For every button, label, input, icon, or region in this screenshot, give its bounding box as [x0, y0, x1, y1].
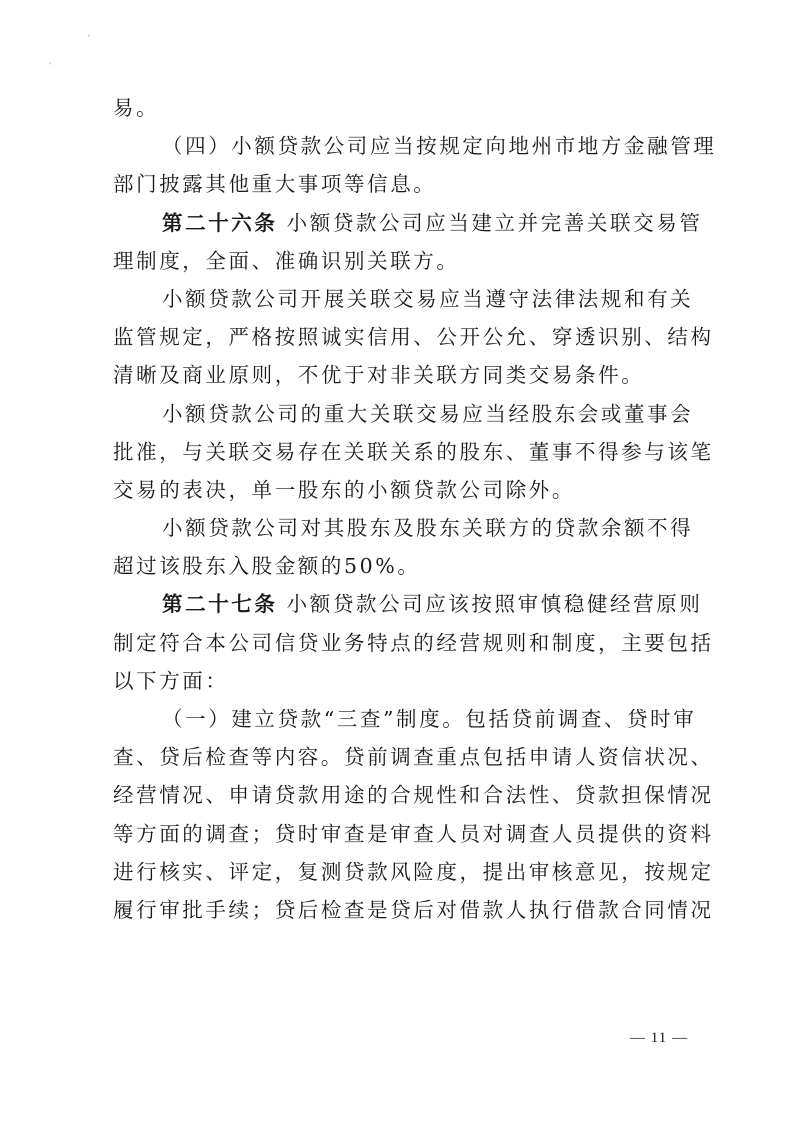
body-text — [113, 89, 717, 929]
article-27-heading-line — [113, 585, 703, 623]
text-line: 等方面的调查；贷时审查是审查人员对调查人员提供的资料 — [113, 821, 714, 846]
text-line: 查、贷后检查等内容。贷前调查重点包括申请人资信状况、 — [113, 745, 714, 770]
text-line: 交易的表决，单一股东的小额贷款公司除外。 — [113, 477, 575, 502]
text-line: 清晰及商业原则，不优于对非关联方同类交易条件。 — [113, 363, 645, 388]
text-line: 超过该股东入股金额的50%。 — [113, 554, 421, 579]
text-line: 经营情况、申请贷款用途的合规性和合法性、贷款担保情况 — [113, 783, 714, 808]
scan-speck: ˋ — [48, 63, 53, 74]
text-line: 小额贷款公司应当建立并完善关联交易管 — [286, 210, 703, 235]
text-line: 理制度，全面、准确识别关联方。 — [113, 248, 460, 273]
text-line: 部门披露其他重大事项等信息。 — [113, 172, 437, 197]
text-line: 批准，与关联交易存在关联关系的股东、董事不得参与该笔 — [113, 439, 714, 464]
text-line: 小额贷款公司对其股东及股东关联方的贷款余额不得 — [162, 516, 694, 541]
page-number: — 11 — — [630, 1030, 688, 1046]
text-line: 以下方面： — [113, 668, 229, 693]
text-line: 监管规定，严格按照诚实信用、公开公允、穿透识别、结构 — [113, 325, 714, 350]
article-title: 第二十六条 — [162, 210, 278, 235]
text-line: 制定符合本公司信贷业务特点的经营规则和制度，主要包括 — [113, 630, 714, 655]
text-line: 小额贷款公司的重大关联交易应当经股东会或董事会 — [162, 401, 694, 426]
text-line: （一）建立贷款“三查”制度。包括贷前调查、贷时审 — [162, 707, 697, 731]
text-line: 小额贷款公司应该按照审慎稳健经营原则 — [286, 592, 703, 617]
text-line: 履行审批手续；贷后检查是贷后对借款人执行借款合同情况 — [113, 897, 714, 922]
text-line: 进行核实、评定，复测贷款风险度，提出审核意见，按规定 — [113, 859, 714, 884]
text-line: 小额贷款公司开展关联交易应当遵守法律法规和有关 — [162, 286, 694, 311]
text-line: （四）小额贷款公司应当按规定向地州市地方金融管理 — [162, 134, 717, 159]
article-26-heading-line — [113, 204, 703, 242]
article-title: 第二十七条 — [162, 592, 278, 617]
scan-speck: ˊ — [86, 35, 91, 46]
text-line: 易。 — [113, 96, 160, 120]
